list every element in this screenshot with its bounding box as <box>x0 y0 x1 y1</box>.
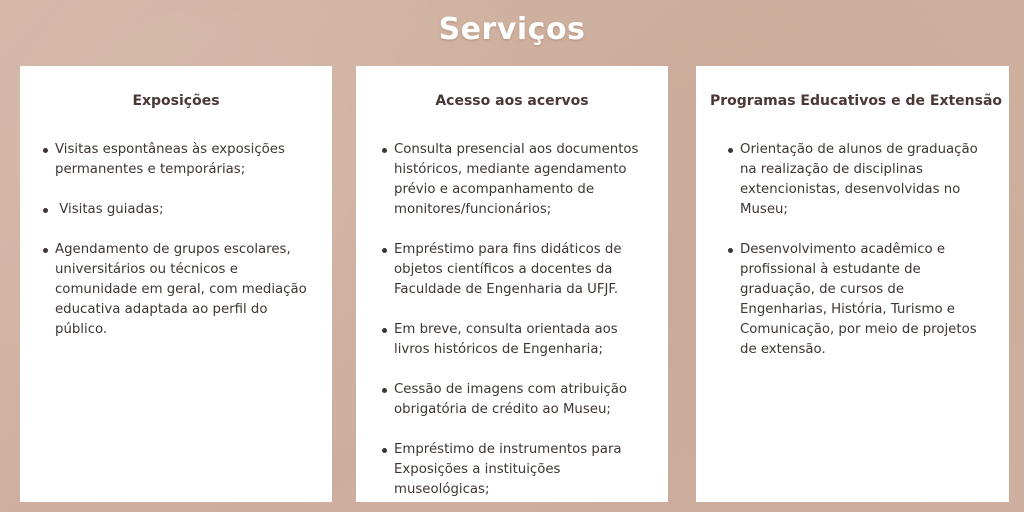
list-item <box>34 140 318 180</box>
card-title: Programas Educativos e de Extensão <box>710 93 1003 109</box>
service-list <box>34 140 318 340</box>
list-item <box>710 240 995 360</box>
list-item <box>370 240 654 300</box>
list-item-text: Agendamento de grupos escolares, universitários ou técnicos e comunidade em geral, com mediação educativa adaptada ao perfil do público. <box>55 242 307 337</box>
service-list <box>710 140 995 360</box>
card-title: Exposições <box>132 93 220 109</box>
page-title: Serviços <box>438 12 586 47</box>
list-item-text: Empréstimo para fins didáticos de objetos científicos a docentes da Faculdade de Engenharia da UFJF. <box>394 242 622 297</box>
list-item <box>370 440 654 500</box>
list-item <box>370 140 654 220</box>
bullet-icon <box>382 448 387 453</box>
card-acesso-acervos <box>356 66 668 502</box>
bullet-icon <box>728 148 733 153</box>
list-item <box>710 140 995 220</box>
list-item-text: Empréstimo de instrumentos para Exposições a instituições museológicas; <box>394 442 622 497</box>
bullet-icon <box>43 248 48 253</box>
list-item <box>370 320 654 360</box>
list-item-text: Visitas guiadas; <box>55 202 164 217</box>
bullet-icon <box>382 248 387 253</box>
bullet-icon <box>728 248 733 253</box>
list-item-text: Desenvolvimento acadêmico e profissional à estudante de graduação, de cursos de Engenharias, História, Turismo e Comunicação, por meio de projetos de extensão. <box>740 242 977 357</box>
card-exposicoes <box>20 66 332 502</box>
list-item <box>34 200 318 220</box>
list-item <box>34 240 318 340</box>
list-item-text: Em breve, consulta orientada aos livros históricos de Engenharia; <box>394 322 618 357</box>
card-title: Acesso aos acervos <box>435 93 589 109</box>
list-item-text: Consulta presencial aos documentos históricos, mediante agendamento prévio e acompanhamento de monitores/funcionários; <box>394 142 639 217</box>
bullet-icon <box>382 328 387 333</box>
bullet-icon <box>382 148 387 153</box>
service-list <box>370 140 654 500</box>
card-programas-educativos <box>696 66 1009 502</box>
list-item-text: Visitas espontâneas às exposições permanentes e temporárias; <box>55 142 285 177</box>
bullet-icon <box>43 148 48 153</box>
list-item <box>370 380 654 420</box>
bullet-icon <box>382 388 387 393</box>
list-item-text: Cessão de imagens com atribuição obrigatória de crédito ao Museu; <box>394 382 627 417</box>
list-item-text: Orientação de alunos de graduação na realização de disciplinas extencionistas, desenvolvidas no Museu; <box>740 142 978 217</box>
bullet-icon <box>43 208 48 213</box>
